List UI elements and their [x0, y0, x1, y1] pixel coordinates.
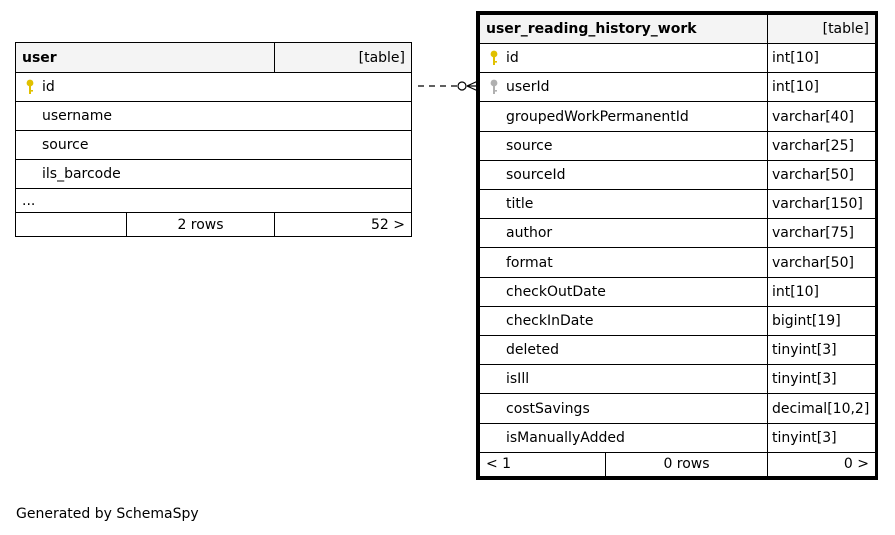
column-name-cell[interactable] — [480, 423, 768, 452]
column-row[interactable] — [480, 160, 876, 189]
column-type: int[10] — [768, 277, 876, 306]
column-name: source — [42, 137, 89, 153]
column-row[interactable] — [480, 336, 876, 365]
column-row[interactable] — [16, 73, 412, 102]
column-type: varchar[40] — [768, 102, 876, 131]
column-name: source — [506, 137, 553, 154]
column-row[interactable] — [480, 44, 876, 73]
column-name: isIll — [506, 371, 530, 388]
table-name[interactable]: user_reading_history_work — [480, 15, 768, 44]
ellipsis-row: ... — [16, 189, 412, 213]
column-name: userId — [506, 79, 550, 96]
column-name: groupedWorkPermanentId — [506, 108, 689, 125]
zero-cardinality-marker — [458, 82, 466, 90]
table-user[interactable] — [15, 42, 411, 237]
column-name-cell[interactable] — [480, 248, 768, 277]
column-type: varchar[50] — [768, 248, 876, 277]
column-name: checkInDate — [506, 312, 594, 329]
footer-parents[interactable]: < 1 — [480, 452, 606, 476]
column-type: tinyint[3] — [768, 365, 876, 394]
column-name-cell[interactable] — [480, 394, 768, 423]
column-type: bigint[19] — [768, 306, 876, 335]
column-name: format — [506, 254, 553, 271]
column-type: tinyint[3] — [768, 336, 876, 365]
column-name: username — [42, 108, 112, 124]
column-type: varchar[150] — [768, 190, 876, 219]
column-name-cell[interactable] — [480, 131, 768, 160]
column-name-cell[interactable] — [480, 219, 768, 248]
foreign-key-icon — [489, 79, 499, 95]
column-row[interactable] — [16, 131, 412, 160]
column-name: author — [506, 225, 553, 242]
column-type: varchar[25] — [768, 131, 876, 160]
column-row[interactable] — [480, 190, 876, 219]
column-name: title — [506, 196, 534, 213]
column-row[interactable] — [480, 219, 876, 248]
column-name-cell[interactable] — [480, 73, 768, 102]
column-name: id — [506, 50, 519, 67]
footer-parents[interactable] — [16, 213, 127, 237]
column-name: checkOutDate — [506, 283, 606, 300]
footer-children[interactable]: 52 > — [275, 213, 412, 237]
column-row[interactable] — [480, 73, 876, 102]
table-name[interactable]: user — [16, 43, 275, 73]
footer-row-count: 2 rows — [127, 213, 275, 237]
column-name: sourceId — [506, 166, 566, 183]
column-row[interactable] — [480, 277, 876, 306]
footer-row-count: 0 rows — [606, 452, 768, 476]
column-name-cell[interactable] — [480, 365, 768, 394]
primary-key-icon — [489, 50, 499, 66]
column-type: tinyint[3] — [768, 423, 876, 452]
generated-by-label: Generated by SchemaSpy — [16, 506, 199, 522]
column-name: id — [42, 79, 55, 95]
column-type: int[10] — [768, 44, 876, 73]
column-name: deleted — [506, 342, 559, 359]
column-name-cell[interactable] — [480, 306, 768, 335]
column-row[interactable] — [480, 102, 876, 131]
column-name-cell[interactable] — [480, 336, 768, 365]
column-type: varchar[75] — [768, 219, 876, 248]
column-type: decimal[10,2] — [768, 394, 876, 423]
column-name: ils_barcode — [42, 166, 121, 182]
column-row[interactable] — [16, 102, 412, 131]
column-row[interactable] — [480, 306, 876, 335]
column-name-cell[interactable] — [480, 102, 768, 131]
column-type: int[10] — [768, 73, 876, 102]
column-row[interactable] — [480, 365, 876, 394]
column-name-cell[interactable] — [480, 44, 768, 73]
column-name: costSavings — [506, 400, 590, 417]
table-type-tag: [table] — [275, 43, 412, 73]
column-type: varchar[50] — [768, 160, 876, 189]
column-row[interactable] — [480, 248, 876, 277]
column-row[interactable] — [480, 394, 876, 423]
key-icon — [25, 79, 35, 95]
table-user-reading-history-work[interactable] — [476, 11, 878, 480]
column-row[interactable] — [480, 423, 876, 452]
column-name-cell[interactable] — [480, 160, 768, 189]
column-row[interactable] — [480, 131, 876, 160]
column-name: isManuallyAdded — [506, 429, 625, 446]
table-type-tag: [table] — [768, 15, 876, 44]
column-name-cell[interactable] — [480, 190, 768, 219]
column-name-cell[interactable] — [480, 277, 768, 306]
footer-children[interactable]: 0 > — [768, 452, 876, 476]
column-row[interactable] — [16, 160, 412, 189]
